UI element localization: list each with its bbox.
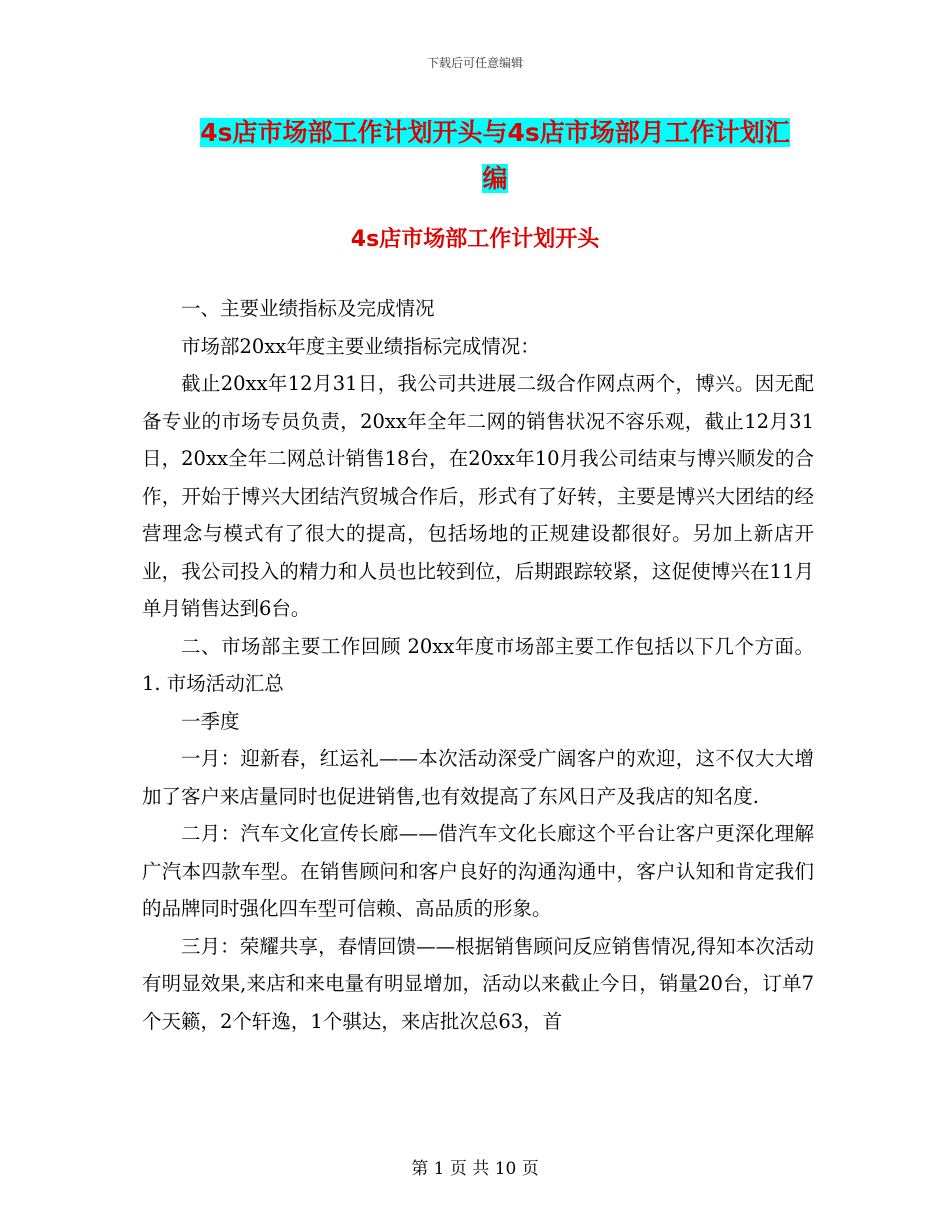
document-title-line-1: 4s店市场部工作计划开头与4s店市场部月工作计划汇 (200, 118, 790, 147)
paragraph: 截止20xx年12月31日，我公司共进展二级合作网点两个，博兴。因无配备专业的市场专员负责，20xx年全年二网的销售状况不容乐观，截止12月31日，20xx全年二网总计销售18台，在20xx年10月我公司结束与博兴顺发的合作，开始于博兴大团结汽贸城合作后，形式有了好转，主要是博兴大团结的经营理念与模式有了很大的提高，包括场地的正规建设都很好。另加上新店开业，我公司投入的精力和人员也比较到位，后期跟踪较紧，这促使博兴在11月单月销售达到6台。 (142, 372, 814, 620)
paragraph-heading-2: 二、市场部主要工作回顾 20xx年度市场部主要工作包括以下几个方面。 1. 市场活动汇总 (142, 634, 814, 695)
paragraph-quarter: 一季度 (181, 709, 240, 733)
section-title: 4s店市场部工作计划开头 (350, 227, 600, 252)
page-footer: 第 1 页 共 10 页 (411, 1159, 539, 1179)
header-note: 下载后可任意编辑 (426, 56, 523, 70)
paragraph-subheading: 市场部20xx年度主要业绩指标完成情况： (181, 334, 540, 358)
paragraph-heading-1: 一、主要业绩指标及完成情况 (181, 297, 435, 320)
paragraph-january: 一月：迎新春，红运礼——本次活动深受广阔客户的欢迎，这不仅大大增加了客户来店量同时也促进销售,也有效提高了东风日产及我店的知名度. (142, 747, 814, 808)
paragraph-february: 二月：汽车文化宣传长廊——借汽车文化长廊这个平台让客户更深化理解广汽本四款车型。在销售顾问和客户良好的沟通沟通中，客户认知和肯定我们的品牌同时强化四车型可信赖、高品质的形象。 (142, 822, 814, 920)
paragraph-march: 三月：荣耀共享，春情回馈——根据销售顾问反应销售情况,得知本次活动有明显效果,来店和来电量有明显增加，活动以来截止今日，销量20台，订单7个天籁，2个轩逸，1个骐达，来店批次总63，首 (142, 934, 814, 1033)
document-title-line-2: 编 (482, 164, 508, 193)
document-title (140, 110, 850, 202)
document-body (142, 290, 814, 1040)
